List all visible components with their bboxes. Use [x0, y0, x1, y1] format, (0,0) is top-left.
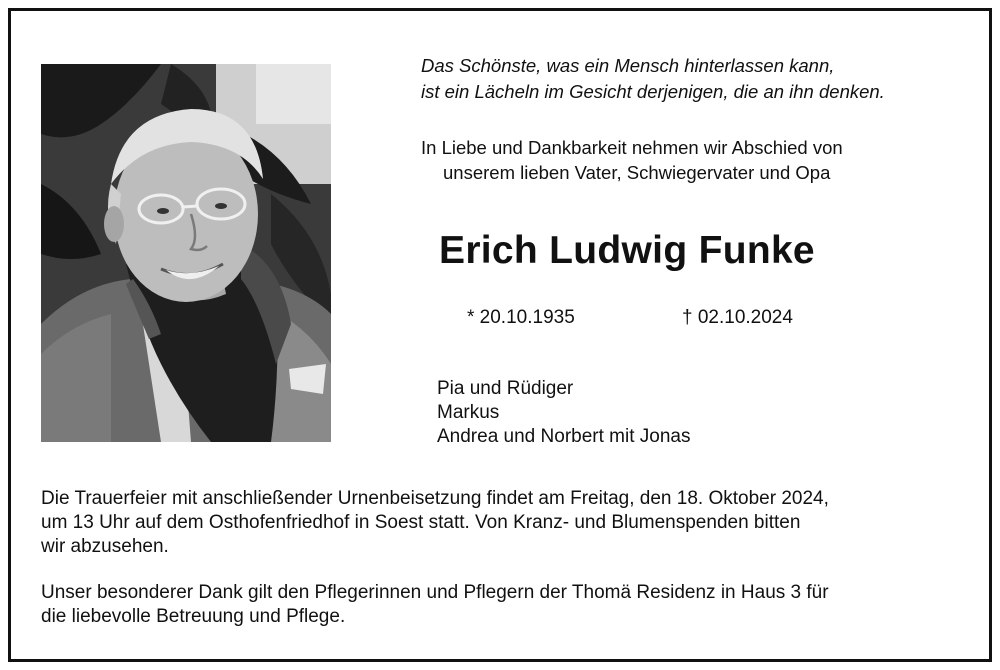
intro-line-1: In Liebe und Dankbarkeit nehmen wir Abschied von	[421, 137, 843, 158]
obituary-notice	[8, 8, 992, 662]
portrait-illustration	[41, 64, 331, 442]
intro-line-2: unserem lieben Vater, Schwiegervater und Opa	[443, 162, 831, 183]
thanks-line-1: Unser besonderer Dank gilt den Pflegerinnen und Pflegern der Thomä Residenz in Haus 3 für	[41, 582, 829, 603]
farewell-intro	[421, 135, 941, 185]
mourner-entry: Markus	[437, 402, 500, 423]
portrait-photo	[41, 64, 331, 442]
thanks-line-2: die liebevolle Betreuung und Pflege.	[41, 606, 346, 627]
ceremony-info	[41, 487, 971, 559]
death-date: † 02.10.2024	[682, 307, 793, 328]
mourner-entry: Pia und Rüdiger	[437, 378, 574, 399]
mourner-entry: Andrea und Norbert mit Jonas	[437, 426, 691, 447]
birth-date: * 20.10.1935	[467, 307, 575, 328]
thanks-note	[41, 581, 971, 629]
quote-line-1: Das Schönste, was ein Mensch hinterlassen kann,	[421, 55, 835, 76]
quote-line-2: ist ein Lächeln im Gesicht derjenigen, die an ihn denken.	[421, 81, 885, 102]
mourners-list	[437, 377, 690, 449]
memorial-quote	[421, 53, 885, 105]
ceremony-line-3: wir abzusehen.	[41, 536, 169, 557]
deceased-name: Erich Ludwig Funke	[439, 229, 815, 272]
ceremony-line-1: Die Trauerfeier mit anschließender Urnenbeisetzung findet am Freitag, den 18. Oktober 2024,	[41, 488, 829, 509]
ceremony-line-2: um 13 Uhr auf dem Osthofenfriedhof in Soest statt. Von Kranz- und Blumenspenden bitten	[41, 512, 801, 533]
